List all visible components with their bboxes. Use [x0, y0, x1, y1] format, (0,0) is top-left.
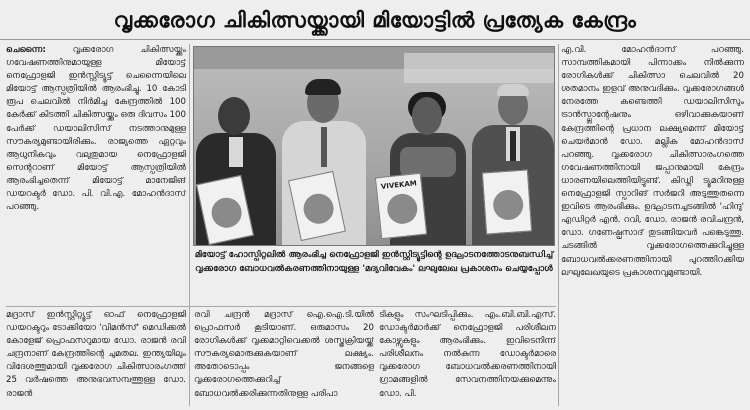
column-divider — [189, 44, 190, 406]
photo-caption: മിയോട്ട് ഹോസ്പിറ്റലിൽ ആരംഭിച്ച നെഫ്രോളജി ഇൻസ്റ്റിട്യൂട്ടിന്റെ ഉദ്ഘാടനത്തോടനുബന്ധിച്ച് വൃക്കരോഗ ബോധവൽകരണത്തിനായുള്ള 'മദ്യവിവേകം' ലഘുലേഖ പ്രകാശനം ചെയ്യപ്പോൾ — [194, 250, 554, 274]
column-divider — [558, 44, 559, 406]
article-paragraph: ടികളും സംഘടിപ്പിക്കും. എം.ബി.ബി.എസ്. ഡോക്ടർമാർക്ക് നെഫ്രോളജി പരിശീലന കോഴ്സുകളും ആരംഭിക്കും. ഇവിടെനിന്ന് പരിശീലനം നൽകുന്ന ഡോക്ടർമാരെ വൃക്കരോഗ ബോധവൽക്കരണത്തിനായി ഗ്രാമങ്ങളിൽ സേവനത്തിനയക്കുമെന്നും ഡോ. പി. — [379, 310, 556, 399]
article-column-middle-2 — [379, 309, 556, 406]
article-column-middle-1 — [194, 309, 374, 406]
news-photo — [193, 46, 555, 246]
article-paragraph: രവി ചന്ദ്രൻ മദ്രാസ് ഐ.ഐ.ടി.യിൽ പ്രൊഫസർ കൂടിയാണ്. ഒരുമാസം 20 രോഗികൾക്ക് വൃക്കമാറ്റിവെക്കൽ ശസ്ത്രക്രിയയ്ക്ക് സൗകര്യമൊരുക്കുകയാണ് ലക്ഷ്യം. അതോടൊപ്പം ജനങ്ങളെ വൃക്കരോഗത്തെക്കുറിച്ച് ബോധവൽക്കരിക്കുന്നതിനുള്ള പരിപാ — [194, 310, 374, 399]
article-text: വൃക്കരോഗ ചികിത്സയ്ക്കും ഗവേഷണത്തിനുമായുള്ള മിയോട്ട് നെഫ്രോളജി ഇൻസ്റ്റിട്യൂട്ട് ചെന്നൈയിലെ മിയോട്ട് ആസ്പത്രിയിൽ ആരംഭിച്ചു. 10 കോടി രൂപ ചെലവിൽ നിർമിച്ച കേന്ദ്രത്തിൽ 100 കേർക്ക് കിടത്തി ചികിത്സയ്ക്കും ഒരു ദിവസം 100 പേർക്ക് ഡയാലിസിസ് നടത്താനുമുള്ള സൗകര്യമുണ്ടായിരിക്കും. രാജ്യത്തെ ഏറ്റവും ആധുനികവും വലുതുമായ നെഫ്രോളജി സെന്ററാണ് മിയോട്ട് ആസ്പത്രിയിൽ ആരംഭിച്ചതെന്ന് മിയോട്ട് മാനേജിങ് ഡയറക്ടർ ഡോ. പി. വി.എ. മോഹൻദാസ് പറഞ്ഞു. — [6, 45, 186, 213]
article-column-left-bottom — [6, 309, 186, 406]
article-paragraph: എ.വി. മോഹൻദാസ് പറഞ്ഞു. സാമ്പത്തികമായി പിന്നാക്കം നിൽക്കുന്ന രോഗികൾക്ക് ചികിത്സാ ചെലവിൽ 20 ശതമാനം ഇളവ് അനുവദിക്കും. വൃക്കരോഗങ്ങൾ നേരത്തേ കണ്ടെത്തി ഡയാലിസിസും ട്രാൻസ്പ്ലാന്റേഷനും ഒഴിവാക്കുകയാണ് കേന്ദ്രത്തിന്റെ പ്രധാന ലക്ഷ്യമെന്ന് മിയോട്ട് ചെയർമാൻ ഡോ. മല്ലിക മോഹൻദാസ് പറഞ്ഞു. വൃക്കരോഗ ചികിത്സാരംഗത്തെ ഗവേഷണത്തിനായി ജപ്പാനുമായി കേന്ദ്രം ധാരണയിലെത്തിയിട്ടുണ്ട്. കിഡ്നി ട്യൂമറിനുള്ള നെഫ്രോളജി സ്പാറിങ് സർജറി അടുത്തുതന്നെ ഇവിടെ ആരംഭിക്കും. ഉദ്ഘാടനച്ചടങ്ങിൽ 'ഹിന്ദു' എഡിറ്റർ എൻ. റവി, ഡോ. രാജൻ രവിചന്ദ്രൻ, ഡോ. ഗണേഷ്പ്രസാദ് തുടങ്ങിയവർ പങ്കെടുത്തു. ചടങ്ങിൽ വൃക്കരോഗത്തെക്കുറിച്ചുള്ള ബോധവൽക്കരണത്തിനായി പുറത്തിറക്കിയ ലഘുലേഖയുടെ പ്രകാശനവുമുണ്ടായി. — [561, 45, 744, 278]
dateline: ചെന്നൈ: — [6, 45, 46, 55]
article-paragraph — [6, 44, 186, 214]
headline: വൃക്കരോഗ ചികിത്സയ്ക്കായി മിയോട്ടിൽ പ്രത്യേക കേന്ദ്രം — [0, 0, 750, 40]
booklet-title: VIVEKAM — [380, 179, 418, 191]
article-column-left-top — [6, 44, 186, 306]
booklet — [375, 173, 427, 239]
article-column-right — [561, 44, 744, 406]
booklet — [482, 169, 532, 234]
section-divider — [6, 306, 556, 307]
article-paragraph: മദ്രാസ് ഇൻസ്റ്റിറ്റ്യൂട്ട് ഓഫ് നെഫ്രോളജി ഡയറക്ടറും ടോക്കിയോ 'വിമൻസ്' മെഡിക്കൽ കോളേജ് പ്രൊഫസറുമായ ഡോ. രാജൻ രവി ചന്ദ്രനാണ് കേന്ദ്രത്തിന്റെ ചുമതല. ഇന്ത്യയിലും വിദേശത്തുമായി വൃക്കരോഗ ചികിത്സാരംഗത്ത് 25 വർഷത്തെ അനുഭവസമ്പത്തുള്ള ഡോ. രാജൻ — [6, 310, 186, 399]
